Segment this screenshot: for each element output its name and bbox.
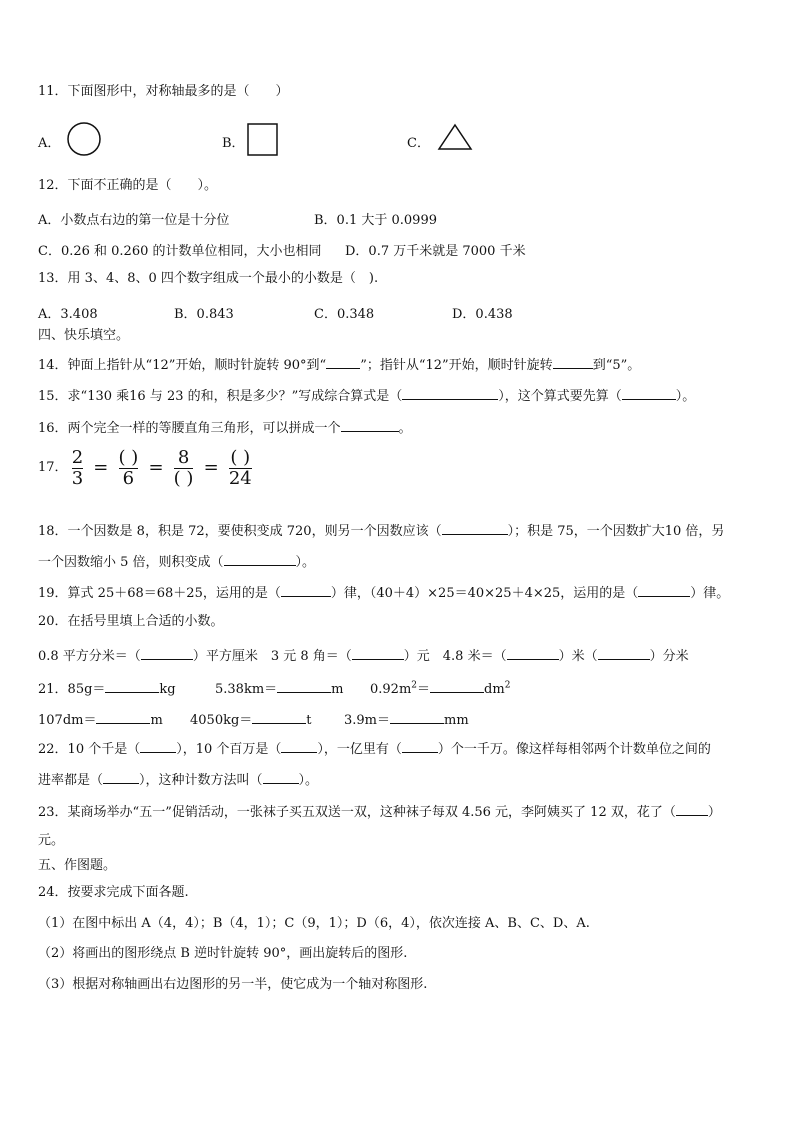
triangle-icon <box>436 122 474 152</box>
q22-blank-3[interactable] <box>402 739 438 753</box>
q19-blank-1[interactable] <box>281 583 331 597</box>
square-icon <box>246 122 280 156</box>
fraction-3: $\frac{8}{( )}$ <box>173 446 194 489</box>
q21-d: 107dm＝ m <box>38 709 163 728</box>
q21-blank-c[interactable] <box>430 679 484 693</box>
fraction-4: $\frac{( )}{24}$ <box>228 446 252 489</box>
q11-option-c: C． <box>407 136 430 151</box>
q21-b: 5.38km＝ m <box>215 678 343 697</box>
section-4-heading: 四、快乐填空。 <box>38 328 130 343</box>
q22-blank-2[interactable] <box>281 739 317 753</box>
q12-option-b: B．0.1 大于 0.0999 <box>314 213 437 228</box>
fraction-2: $\frac{( )}{6}$ <box>118 446 139 489</box>
q12-text: 12．下面不正确的是（ ）。 <box>38 178 218 193</box>
q18-line-1: 18．一个因数是 8，积是 72，要使积变成 720，则另一个因数应该（ ）；积是 75，一个因数扩大10 倍，另 <box>38 521 724 540</box>
q24-sub-2: （2）将画出的图形绕点 B 逆时针旋转 90°，画出旋转后的图形. <box>38 946 408 961</box>
q24-sub-3: （3）根据对称轴画出右边图形的另一半，使它成为一个轴对称图形. <box>38 977 428 992</box>
section-5-heading: 五、作图题。 <box>38 858 117 873</box>
q15-blank-1[interactable] <box>402 386 498 400</box>
q21-f: 3.9m＝ mm <box>344 709 469 728</box>
circle-icon <box>66 121 102 157</box>
q24-sub-1: （1）在图中标出 A（4，4）；B（4，1）；C（9，1）；D（6，4），依次连接 A、B、C、D、A. <box>38 916 590 931</box>
q16-blank[interactable] <box>341 418 399 432</box>
q15: 15．求“130 乘16 与 23 的和，积是多少？”写成综合算式是（ ），这个算式要先算（ ）。 <box>38 386 695 405</box>
q23-blank[interactable] <box>676 802 708 816</box>
q16: 16．两个完全一样的等腰直角三角形，可以拼成一个 。 <box>38 418 412 437</box>
q13-text: 13．用 3、4、8、0 四个数字组成一个最小的小数是（ ). <box>38 271 379 286</box>
q13-option-d: D．0.438 <box>452 307 513 322</box>
q22-blank-5[interactable] <box>263 770 299 784</box>
q14: 14．钟面上指针从“12”开始，顺时针旋转 90°到“ ”；指针从“12”开始，顺时针旋转 到“5”。 <box>38 355 640 374</box>
q20-blank-2[interactable] <box>352 646 404 660</box>
q17: 17． $\frac{2}{3}$ = $\frac{( )}{6}$ = $\frac{8}{( )}$ = $\frac{( )}{24}$ <box>38 446 252 489</box>
q11-option-a: A． <box>38 136 61 151</box>
q12-option-d: D．0.7 万千米就是 7000 千米 <box>345 244 526 259</box>
q20-blank-3[interactable] <box>507 646 559 660</box>
q23-line-2: 元。 <box>38 833 65 848</box>
q13-option-b: B．0.843 <box>174 307 234 322</box>
q24-text: 24．按要求完成下面各题. <box>38 885 189 900</box>
q18-blank-1[interactable] <box>442 521 508 535</box>
q21-a: 21．85g＝ kg <box>38 678 176 697</box>
q13-option-c: C．0.348 <box>314 307 375 322</box>
q18-line-2: 一个因数缩小 5 倍，则积变成（ ）。 <box>38 552 315 571</box>
q20-blank-4[interactable] <box>598 646 650 660</box>
q21-blank-f[interactable] <box>390 710 444 724</box>
fraction-1: $\frac{2}{3}$ <box>71 446 84 489</box>
q22-blank-4[interactable] <box>103 770 139 784</box>
q23-line-1: 23．某商场举办“五一”促销活动，一张袜子买五双送一双，这种袜子每双 4.56 元，李阿姨买了 12 双，花了（ ） <box>38 802 721 821</box>
q18-blank-2[interactable] <box>224 552 296 566</box>
q15-blank-2[interactable] <box>622 386 676 400</box>
q21-blank-e[interactable] <box>252 710 306 724</box>
q20-text: 20．在括号里填上合适的小数。 <box>38 614 224 629</box>
q11-text: 11．下面图形中，对称轴最多的是（ ） <box>38 84 289 99</box>
q21-blank-b[interactable] <box>277 679 331 693</box>
q19: 19．算式 25＋68＝68＋25，运用的是（ ）律，（40＋4）×25＝40×25＋4×25，运用的是（ ）律。 <box>38 583 729 602</box>
q22-line-2: 进率都是（ ），这种计数方法叫（ ）。 <box>38 770 318 789</box>
q22-line-1: 22．10 个千是（ ），10 个百万是（ ），一亿里有（ ）个一千万。像这样每相邻两个计数单位之间的 <box>38 739 711 758</box>
q22-blank-1[interactable] <box>140 739 176 753</box>
q12-option-a: A．小数点右边的第一位是十分位 <box>38 213 230 228</box>
q12-option-c: C．0.26 和 0.260 的计数单位相同，大小也相同 <box>38 244 322 259</box>
q21-c: $0.92m^2= dm^2$ <box>370 680 511 697</box>
q21-e: 4050kg＝ t <box>190 709 312 728</box>
q14-blank-1[interactable] <box>326 355 360 369</box>
q20-items: 0.8 平方分米＝（ ）平方厘米 3 元 8 角＝（ ）元 4.8 米＝（ ）米（ ）分米 <box>38 646 689 665</box>
q21-blank-a[interactable] <box>105 679 159 693</box>
q14-blank-2[interactable] <box>553 355 593 369</box>
q13-option-a: A．3.408 <box>38 307 98 322</box>
q11-option-b: B． <box>222 136 245 151</box>
q21-blank-d[interactable] <box>96 710 150 724</box>
q20-blank-1[interactable] <box>141 646 193 660</box>
q19-blank-2[interactable] <box>638 583 690 597</box>
